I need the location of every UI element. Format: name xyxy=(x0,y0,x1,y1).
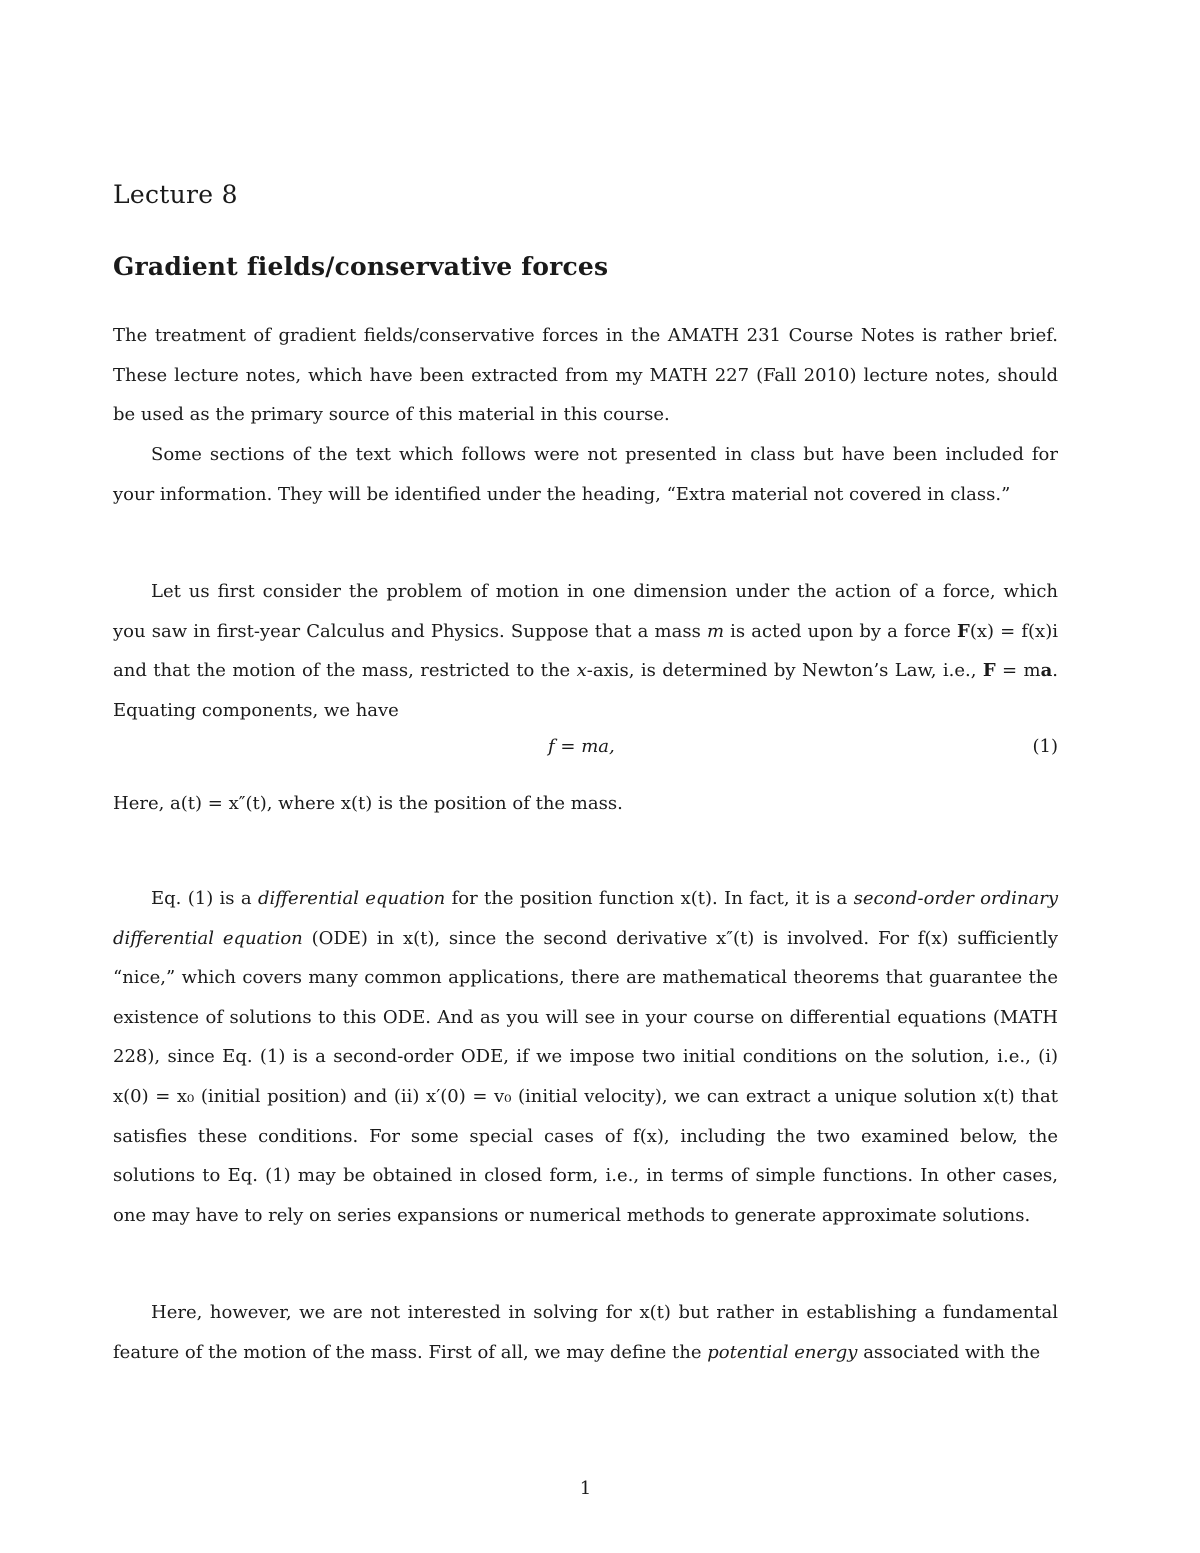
paragraph-motion-one-dimension xyxy=(113,572,1058,730)
text-run: Eq. (1) is a xyxy=(151,888,258,909)
math-force-vector: F xyxy=(957,620,970,642)
math-force-vector: F xyxy=(982,660,996,682)
term-potential-energy: potential energy xyxy=(707,1341,858,1363)
text-run: -axis, is determined by Newton’s Law, i.e., xyxy=(586,660,983,682)
paragraph-position-definition: Here, a(t) = x″(t), where x(t) is the position of the mass. xyxy=(113,793,623,814)
text-run: Here, however, we are not interested in solving for x(t) but rather in establishing a fundamental feature of the motion of the mass. First of all, we may define the xyxy=(113,1302,1058,1363)
text-run: associated with the xyxy=(857,1341,1041,1363)
page-number: 1 xyxy=(579,1478,592,1499)
paragraph-differential-equation xyxy=(113,879,1058,1235)
text-run: Let us first consider the problem of motion in one dimension under the action of a force, which you saw in first-year Calculus and Physics. Suppose that a mass xyxy=(113,581,1058,642)
term-second-order-ode: second-order ordinary differential equation xyxy=(113,888,1059,949)
section-title: Gradient fields/conservative forces xyxy=(113,252,609,281)
text-run: . Equating components, we have xyxy=(113,660,1059,721)
text-run: is acted upon by a force xyxy=(724,620,958,642)
text-run: (ODE) in x(t), since the second derivative x″(t) is involved. For f(x) sufficiently “nice,” which covers many common applications, there are mathematical theorems that guarantee the existence of solutions to this ODE. And as you will see in your course on differential equations (MATH 228), since Eq. (1) is a second-order ODE, if we impose two initial conditions on the solution, i.e., (i) x(0) = x₀ (initial position) and (ii) x′(0) = v₀ (initial velocity), we can extract a unique solution x(t) that satisfies these conditions. For some special cases of f(x), including the two examined below, the solutions to Eq. (1) may be obtained in closed form, i.e., in terms of simple functions. In other cases, one may have to rely on series expansions or numerical methods to generate approximate solutions. xyxy=(113,927,1059,1226)
text-run: (x) = f(x)i and that the motion of the mass, restricted to the xyxy=(113,620,1058,682)
equation-number: (1) xyxy=(1032,736,1058,757)
equation-body: f = ma, xyxy=(548,736,615,757)
text-run: for the position function x(t). In fact, it is a xyxy=(445,888,854,909)
text-run: = m xyxy=(995,660,1041,682)
term-differential-equation: differential equation xyxy=(257,888,446,909)
lecture-title: Lecture 8 xyxy=(113,180,238,209)
math-acceleration-vector: a xyxy=(1040,660,1053,682)
equation-1 xyxy=(113,730,1058,770)
math-x: x xyxy=(576,660,587,682)
paragraph-potential-energy xyxy=(113,1293,1058,1372)
math-mass-m: m xyxy=(706,620,725,642)
paragraph-intro: The treatment of gradient fields/conservative forces in the AMATH 231 Course Notes is rather brief. These lecture notes, which have been extracted from my MATH 227 (Fall 2010) lecture notes, should be used as the primary source of this material in this course. xyxy=(113,325,1058,426)
paragraph-extra-material-note: Some sections of the text which follows were not presented in class but have been included for your information. They will be identified under the heading, “Extra material not covered in class.” xyxy=(113,444,1058,505)
